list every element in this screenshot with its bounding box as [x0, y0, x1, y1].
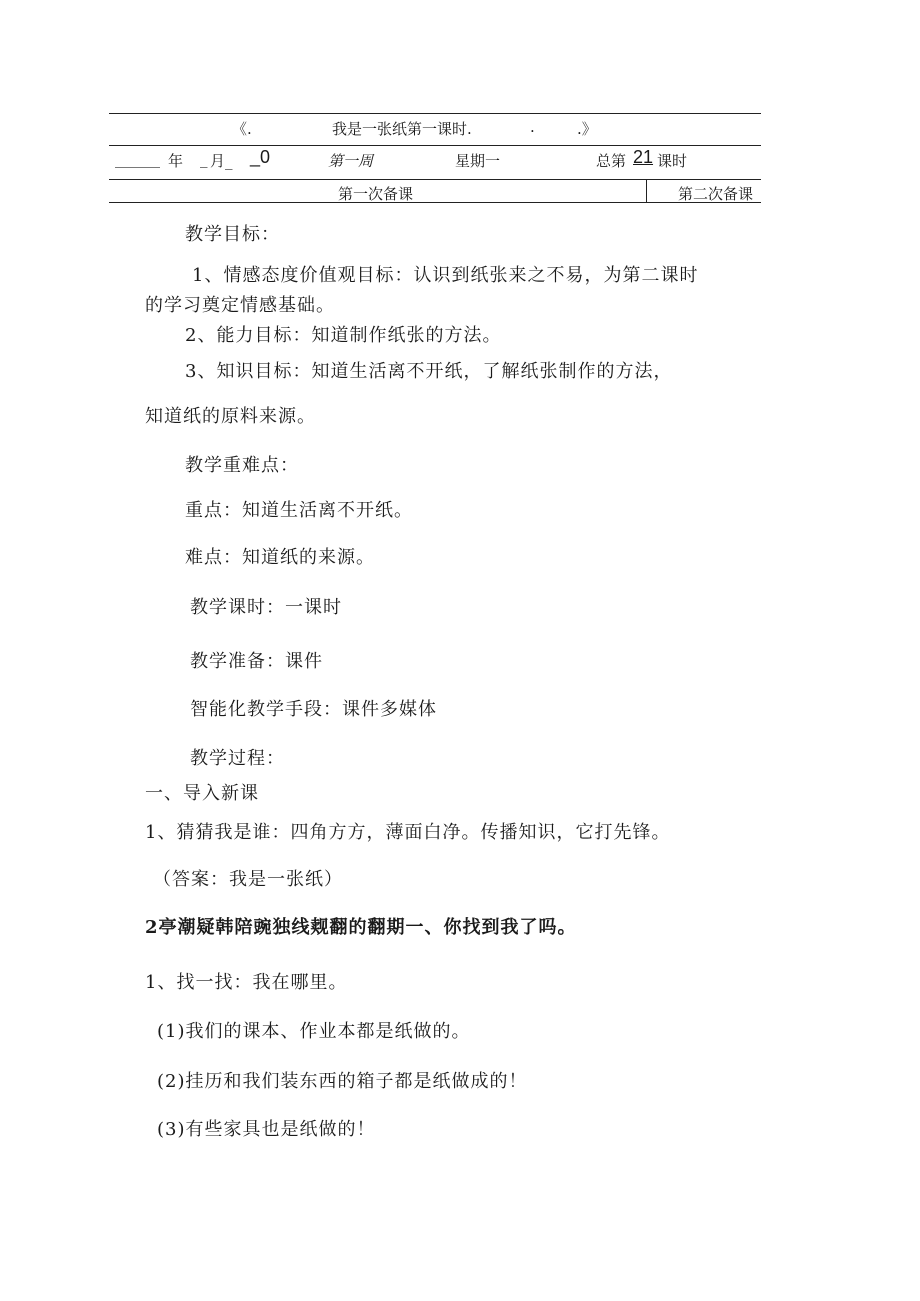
header-rule-2 [109, 145, 761, 146]
day-value: _0 [250, 147, 271, 167]
total-lesson-prefix: 总第 [596, 152, 627, 170]
lesson-hours: 教学课时：一课时 [190, 597, 342, 618]
prep-column-divider [646, 180, 647, 202]
title-dot: . [530, 118, 535, 136]
list-item-3: (3)有些家具也是纸做的！ [157, 1119, 376, 1140]
first-prep-label: 第一次备课 [338, 185, 414, 203]
difficulty-point: 难点：知道纸的来源。 [185, 547, 375, 568]
goal-1-line-1: 1、情感态度价值观目标：认识到纸张来之不易，为第二课时 [192, 265, 699, 286]
riddle-line: 1、猜猜我是谁：四角方方，薄面白净。传播知识，它打先锋。 [145, 822, 671, 843]
lesson-title: 我是一张纸第一课时. [332, 120, 472, 138]
list-item-2: (2)挂历和我们装东西的箱子都是纸做成的！ [157, 1071, 528, 1092]
month-blank: _ [200, 150, 208, 168]
list-item-1: (1)我们的课本、作业本都是纸做的。 [157, 1021, 471, 1042]
year-blank: ______ [115, 150, 160, 168]
header-top-rule [109, 113, 761, 114]
goals-heading: 教学目标： [185, 224, 280, 245]
find-heading: 1、找一找：我在哪里。 [145, 972, 348, 993]
title-left-bracket: 《. [232, 120, 252, 138]
second-prep-label: 第二次备课 [678, 185, 754, 203]
month-label: 月_ [210, 152, 233, 170]
goal-3-line-1: 3、知识目标：知道生活离不开纸，了解纸张制作的方法， [185, 361, 673, 382]
header-bottom-rule [109, 202, 761, 203]
weekday: 星期一 [455, 152, 501, 170]
key-point: 重点：知道生活离不开纸。 [185, 500, 413, 521]
section-introduction: 一、导入新课 [145, 783, 259, 804]
header-rule-3 [109, 179, 761, 180]
total-lesson-number: 21 [633, 147, 654, 167]
title-right-bracket: .》 [577, 120, 597, 138]
riddle-answer: （答案：我是一张纸） [153, 869, 343, 890]
week-number: 第一周 [328, 152, 374, 170]
garbled-line: 2亭潮疑韩陪豌独线觌翻的翻期一、你找到我了吗。 [145, 917, 577, 938]
year-label: 年 [168, 152, 184, 170]
goal-1-line-2: 的学习奠定情感基础。 [145, 295, 335, 316]
teaching-media: 智能化教学手段：课件多媒体 [190, 699, 437, 720]
teaching-preparation: 教学准备：课件 [190, 651, 323, 672]
goal-2: 2、能力目标：知道制作纸张的方法。 [185, 325, 502, 346]
goal-3-line-2: 知道纸的原料来源。 [145, 406, 316, 427]
key-points-heading: 教学重难点： [185, 455, 299, 476]
teaching-process-heading: 教学过程： [190, 748, 285, 769]
total-lesson-suffix: 课时 [657, 152, 688, 170]
